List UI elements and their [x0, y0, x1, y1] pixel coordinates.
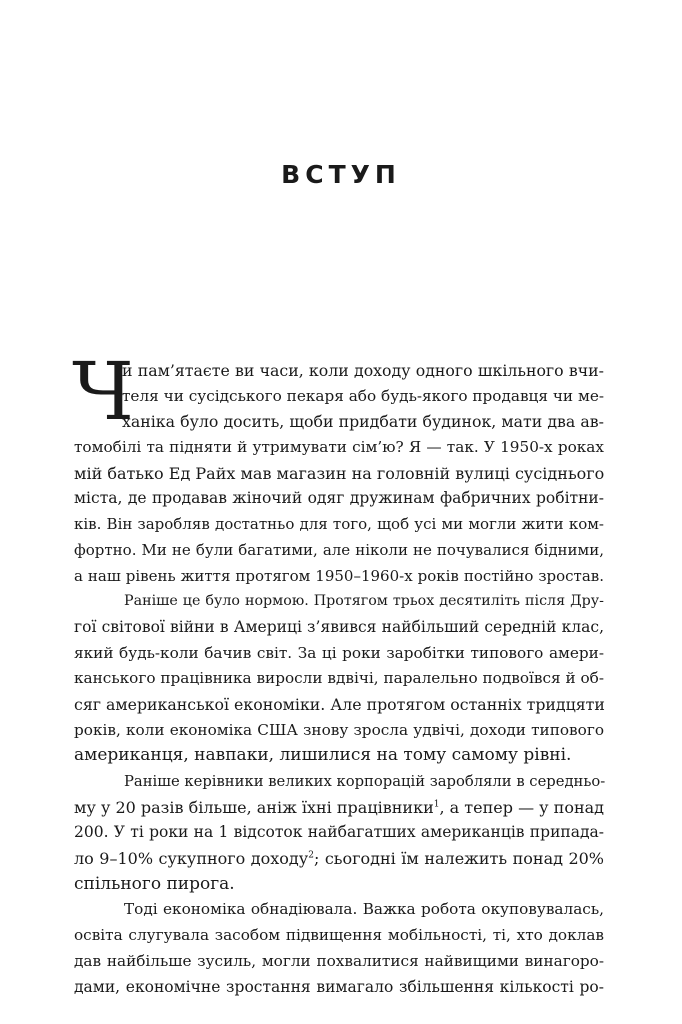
- text-line: 200. У ті роки на 1 відсоток найбагатших американців припада-: [74, 823, 604, 842]
- paragraph-4: [74, 897, 604, 1000]
- text-line: томобілі та підняти й утримувати сім’ю? Я — так. У 1950-х роках: [74, 438, 604, 457]
- drop-cap: Ч: [72, 345, 134, 438]
- text-line: освіта слугувала засобом підвищення мобільності, ті, хто доклав: [74, 926, 604, 945]
- text-line: сяг американської економіки. Але протягом останніх тридцяти: [74, 694, 605, 714]
- text-line: [74, 795, 604, 821]
- body-text: [72, 345, 606, 1000]
- text-line: ханіка було досить, щоби придбати будинок, мати два ав-: [122, 412, 604, 432]
- paragraph-1: [72, 345, 605, 589]
- text-line: дами, економічне зростання вимагало збільшення кількості ро-: [74, 977, 604, 996]
- text-line: Тоді економіка обнадіювала. Важка робота окуповувалась,: [124, 900, 604, 919]
- text-line: фортно. Ми не були багатими, але ніколи не почувалися бідними,: [74, 540, 604, 559]
- text-line: міста, де продавав жіночий одяг дружинам фабричних робітни-: [74, 489, 604, 508]
- text-segment: ; сьогодні їм належить понад 20%: [313, 849, 605, 869]
- chapter-title: ВСТУП: [281, 160, 401, 189]
- text-line: гої світової війни в Америці з’явився найбільший середній клас,: [74, 617, 604, 636]
- text-line: який будь-коли бачив світ. За ці роки заробітки типового амери-: [74, 643, 604, 662]
- text-line: теля чи сусідського пекаря або будь-якого продавця чи ме-: [122, 386, 604, 405]
- text-segment: , а тепер — у понад: [439, 797, 605, 817]
- text-line: мій батько Ед Райх мав магазин на головній вулиці сусіднього: [74, 463, 605, 483]
- text-segment: ло 9–10% сукупного доходу: [74, 849, 309, 869]
- text-line: [74, 846, 604, 872]
- paragraph-2: [74, 589, 604, 769]
- footnote-ref-1[interactable]: 1: [433, 799, 440, 810]
- text-segment: му у 20 разів більше, аніж їхні працівники: [74, 797, 434, 817]
- text-line: ків. Він заробляв достатньо для того, щоб усі ми могли жити ком-: [74, 515, 604, 534]
- text-line: американця, навпаки, лишилися на тому самому рівні.: [74, 745, 572, 766]
- text-line: канського працівника виросли вдвічі, паралельно подвоївся й об-: [74, 669, 604, 688]
- text-line: дав найбільше зусиль, могли похвалитися найвищими винагоро-: [74, 951, 604, 970]
- text-line: Раніше це було нормою. Протягом трьох десятиліть після Дру-: [124, 593, 604, 610]
- text-line: Раніше керівники великих корпорацій заробляли в середньо-: [124, 773, 606, 790]
- footnote-ref-2[interactable]: 2: [308, 850, 314, 861]
- text-line: років, коли економіка США знову зросла удвічі, доходи типового: [74, 720, 604, 739]
- text-line: и пам’ятаєте ви часи, коли доходу одного шкільного вчи-: [122, 361, 604, 380]
- text-line: а наш рівень життя протягом 1950–1960-х років постійно зростав.: [74, 566, 604, 585]
- paragraph-3: [74, 769, 604, 897]
- text-line: спільного пирога.: [74, 873, 235, 894]
